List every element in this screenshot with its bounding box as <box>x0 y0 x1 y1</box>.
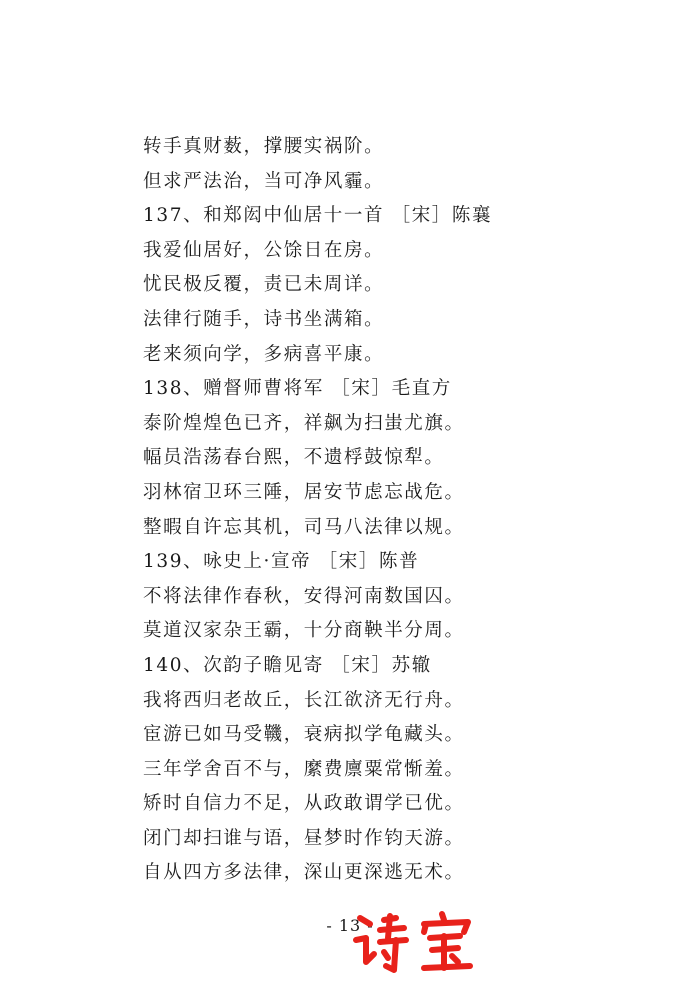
text-line: 法律行随手，诗书坐满箱。 <box>143 308 385 330</box>
text-line: 整暇自许忘其机，司马八法律以规。 <box>143 516 465 538</box>
text-line: 莫道汉家杂王霸，十分商鞅半分周。 <box>143 620 465 642</box>
text-line: 羽林宿卫环三陲，居安节虑忘战危。 <box>143 481 465 503</box>
text-line: 泰阶煌煌色已齐，祥飙为扫蚩尤旗。 <box>143 412 465 434</box>
text-line: 忧民极反覆，责已未周详。 <box>143 274 385 296</box>
text-line: 但求严法治，当可净风霾。 <box>143 170 385 192</box>
poem-text-block <box>143 130 663 891</box>
text-line: 三年学舍百不与，縻费廪粟常惭羞。 <box>143 758 465 780</box>
text-line: 我将西归老故丘，长江欲济无行舟。 <box>143 689 465 711</box>
text-line: 闭门却扫谁与语，昼梦时作钧天游。 <box>143 827 465 849</box>
page-number: - 13 - <box>326 916 374 935</box>
text-line: 转手真财薮，撑腰实祸阶。 <box>143 136 385 157</box>
text-line: 宦游已如马受鞿，衰病拟学龟藏头。 <box>143 724 465 746</box>
text-line: 我爱仙居好，公馀日在房。 <box>143 239 385 261</box>
text-line: 老来须向学，多病喜平康。 <box>143 343 385 365</box>
poem-heading: 139、咏史上·宣帝 ［宋］陈普 <box>143 551 420 573</box>
poem-heading: 140、次韵子瞻见寄 ［宋］苏辙 <box>143 654 432 676</box>
seal-stamp <box>350 910 478 980</box>
text-line: 自从四方多法律，深山更深逃无术。 <box>143 862 465 884</box>
text-line: 矫时自信力不足，从政敢谓学已优。 <box>143 793 465 815</box>
poem-heading: 137、和郑闳中仙居十一首 ［宋］陈襄 <box>143 205 493 227</box>
poem-heading: 138、赠督师曹将军 ［宋］毛直方 <box>143 378 452 400</box>
text-line: 幅员浩荡春台熙，不遗桴鼓惊犁。 <box>143 447 445 469</box>
text-line: 不将法律作春秋，安得河南数国囚。 <box>143 585 465 607</box>
